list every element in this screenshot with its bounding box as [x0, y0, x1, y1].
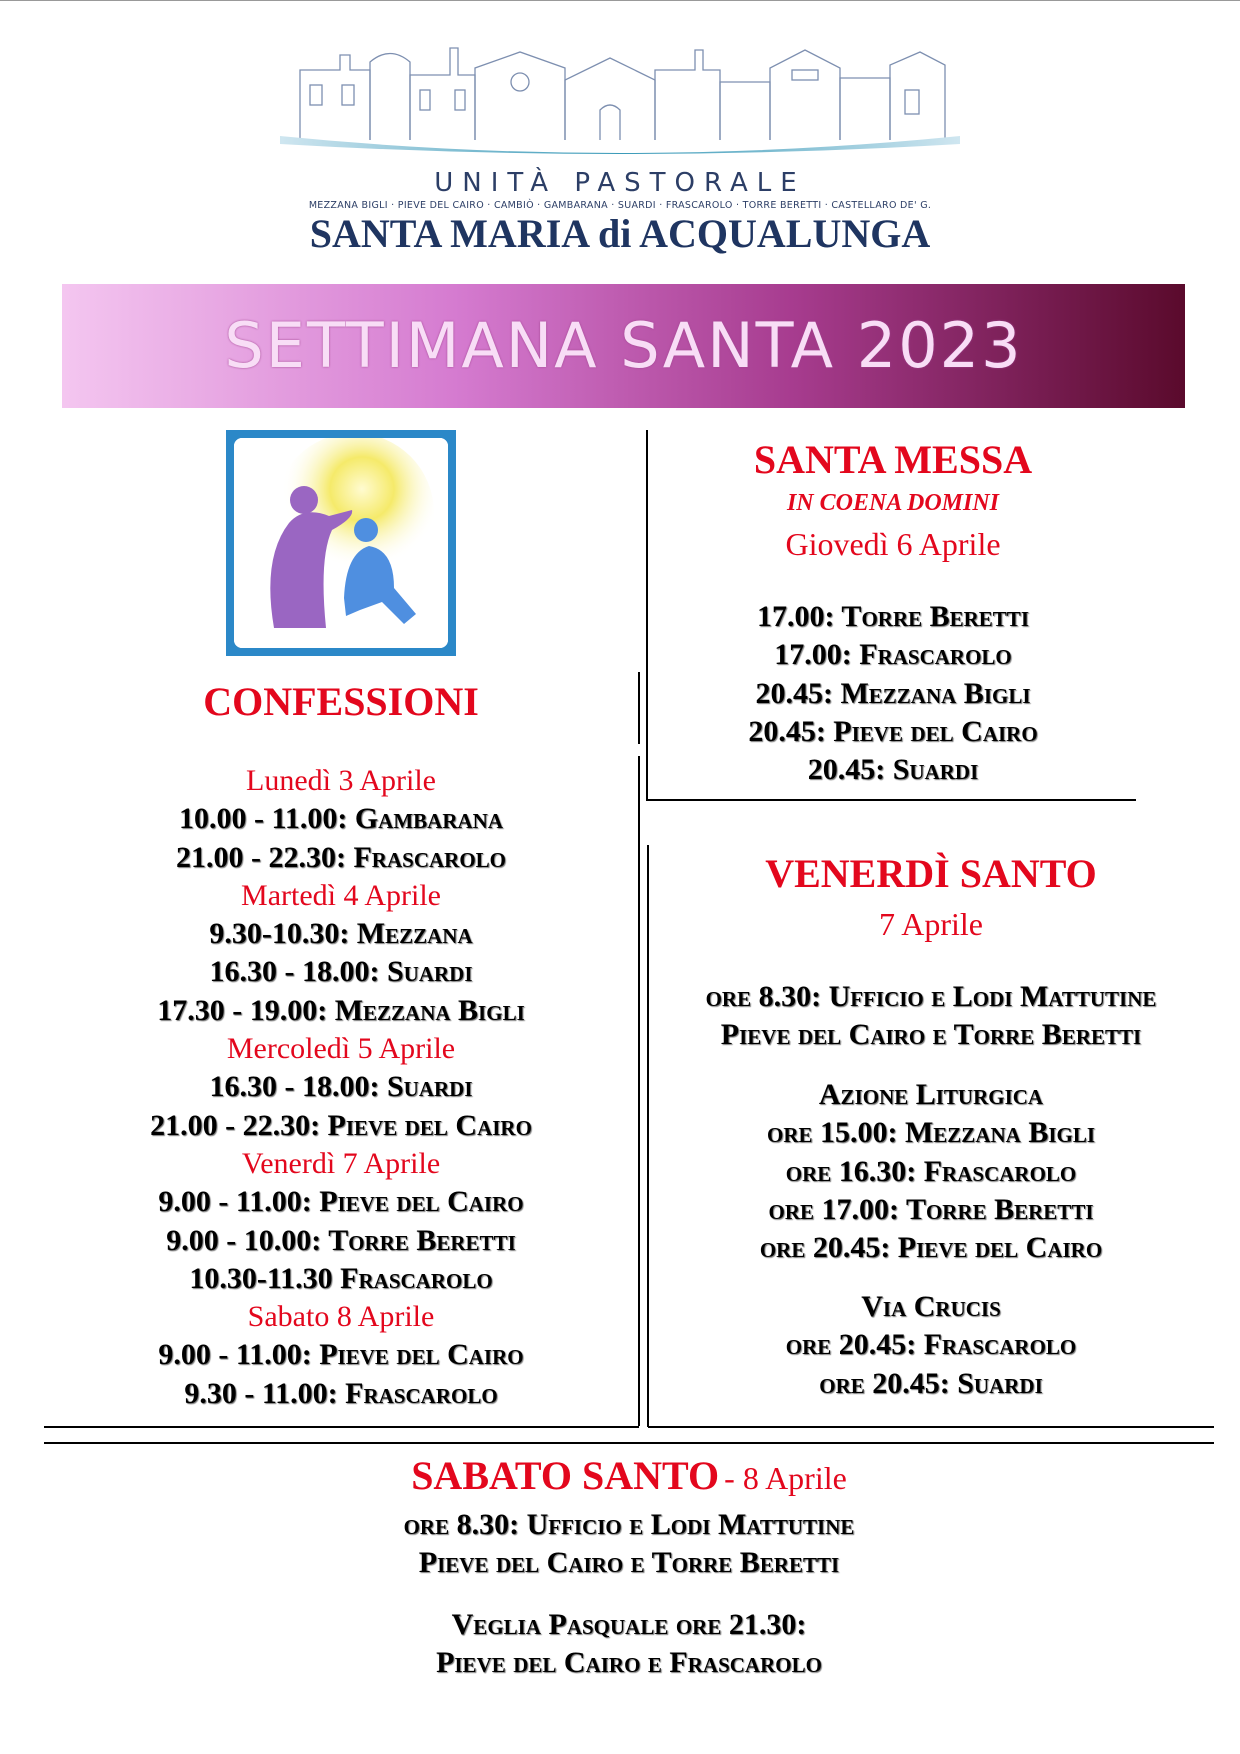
confessioni-schedule: [44, 762, 638, 1413]
schedule-item: 9.00 - 11.00: Pieve del Cairo: [158, 1185, 524, 1219]
parishes-list: MEZZANA BIGLI · PIEVE DEL CAIRO · CAMBIÒ · GAMBARANA · SUARDI · FRASCAROLO · TORRE BERETTI · CASTELLARO DE' G.: [308, 200, 932, 211]
confession-figures-icon: [234, 438, 448, 648]
schedule-item: Pieve del Cairo e Torre Beretti: [720, 1018, 1142, 1052]
santa-messa-schedule: [648, 598, 1138, 789]
azione-liturgica-heading: Azione Liturgica: [818, 1078, 1044, 1111]
santa-messa-date: Giovedì 6 Aprile: [785, 526, 1001, 562]
divider-right-bottom: [648, 1426, 1214, 1428]
schedule-item: 20.45: Mezzana Bigli: [755, 676, 1031, 710]
sabato-santo-heading: [44, 1452, 1214, 1499]
venerdi-crucis: [648, 1288, 1214, 1403]
schedule-item: ore 20.45: Pieve del Cairo: [759, 1231, 1103, 1265]
santa-messa-title: SANTA MESSA: [753, 437, 1033, 482]
schedule-item: ore 20.45: Frascarolo: [785, 1328, 1077, 1362]
sabato-santo-title: SABATO SANTO: [411, 1453, 720, 1498]
via-crucis-heading: Via Crucis: [861, 1290, 1001, 1323]
schedule-item: ore 17.00: Torre Beretti: [768, 1192, 1094, 1226]
schedule-item: 9.00 - 10.00: Torre Beretti: [166, 1223, 516, 1257]
divider-messa-bottom: [646, 799, 1136, 801]
venerdi-santo-title: VENERDÌ SANTO: [765, 851, 1097, 896]
schedule-item: 21.00 - 22.30: Pieve del Cairo: [150, 1108, 532, 1142]
schedule-item: 16.30 - 18.00: Suardi: [209, 955, 473, 989]
santa-messa-subtitle: IN COENA DOMINI: [786, 490, 1000, 516]
schedule-item: 9.30-10.30: Mezzana: [209, 917, 473, 951]
divider-vertical-left: [638, 756, 640, 1426]
schedule-item: 17.00: Torre Beretti: [756, 600, 1029, 633]
divider-vertical-offset: [638, 672, 640, 744]
schedule-item: 16.30 - 18.00: Suardi: [209, 1070, 473, 1104]
schedule-item: 10.30-11.30 Frascarolo: [189, 1261, 493, 1295]
banner-title: SETTIMANA SANTA 2023: [224, 309, 1023, 382]
confessioni-title: CONFESSIONI: [203, 679, 479, 724]
parish-unit-name: SANTA MARIA di ACQUALUNGA: [309, 211, 931, 256]
day-date: Sabato 8 Aprile: [247, 1300, 435, 1334]
day-date: Mercoledì 5 Aprile: [226, 1032, 456, 1066]
schedule-item: ore 15.00: Mezzana Bigli: [766, 1116, 1096, 1150]
schedule-item: Veglia Pasquale ore 21.30:: [451, 1608, 807, 1641]
schedule-item: 9.30 - 11.00: Frascarolo: [184, 1376, 498, 1410]
day-date: Martedì 4 Aprile: [241, 878, 441, 912]
schedule-item: Pieve del Cairo e Frascarolo: [436, 1646, 822, 1680]
day-date: Lunedì 3 Aprile: [246, 764, 436, 797]
schedule-item: 17.30 - 19.00: Mezzana Bigli: [157, 993, 525, 1027]
parish-skyline-logo: [280, 40, 960, 160]
top-border: [0, 0, 1240, 1]
schedule-item: 20.45: Suardi: [807, 753, 979, 787]
venerdi-azione: [648, 1076, 1214, 1267]
sabato-ufficio: [44, 1506, 1214, 1583]
schedule-item: ore 8.30: Ufficio e Lodi Mattutine: [403, 1508, 855, 1541]
sabato-veglia: [44, 1606, 1214, 1683]
schedule-item: ore 20.45: Suardi: [819, 1366, 1043, 1400]
confession-illustration: [226, 430, 456, 656]
schedule-item: ore 8.30: Ufficio e Lodi Mattutine: [705, 980, 1157, 1013]
day-date: Venerdì 7 Aprile: [241, 1146, 441, 1180]
schedule-item: 10.00 - 11.00: Gambarana: [179, 802, 503, 836]
divider-sabato-top: [44, 1442, 1214, 1444]
venerdi-ufficio: [648, 978, 1214, 1055]
schedule-item: 17.00: Frascarolo: [774, 638, 1012, 672]
schedule-item: Pieve del Cairo e Torre Beretti: [418, 1546, 840, 1580]
schedule-item: 21.00 - 22.30: Frascarolo: [176, 840, 506, 874]
schedule-item: ore 16.30: Frascarolo: [785, 1154, 1077, 1188]
schedule-item: 20.45: Pieve del Cairo: [748, 714, 1038, 748]
sabato-santo-date: - 8 Aprile: [724, 1460, 847, 1496]
unita-pastorale-label: UNITÀ PASTORALE: [434, 168, 806, 198]
venerdi-santo-date: 7 Aprile: [879, 906, 983, 942]
schedule-item: 9.00 - 11.00: Pieve del Cairo: [158, 1338, 524, 1372]
divider-left-bottom: [44, 1426, 639, 1428]
